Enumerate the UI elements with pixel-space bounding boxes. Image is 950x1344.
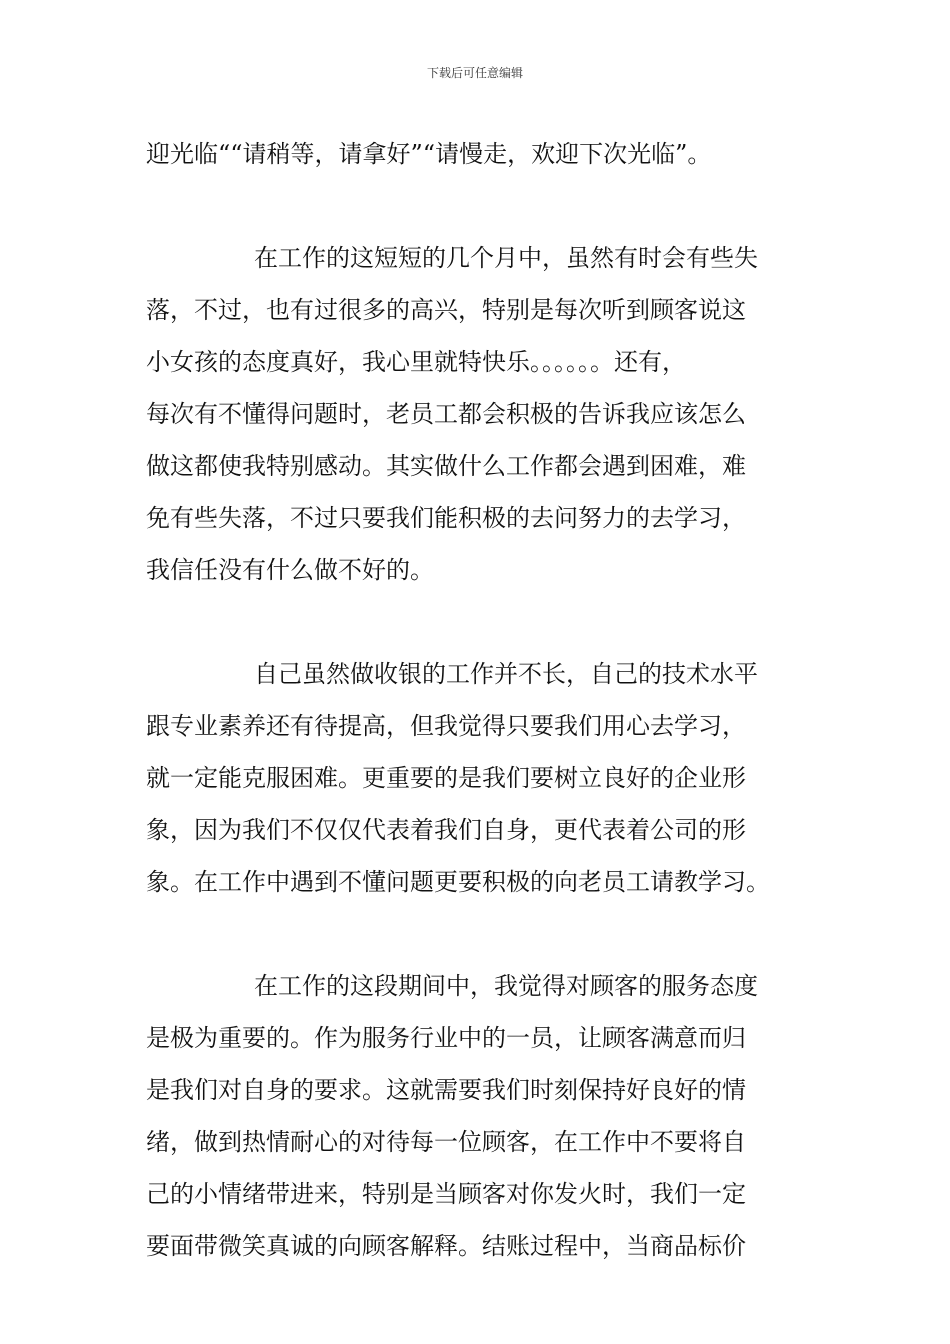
paragraph-line: 己的小情绪带进来，特别是当顾客对你发火时，我们一定: [146, 1180, 746, 1208]
document-body: [146, 128, 808, 1272]
paragraph-line: 在工作的这段期间中，我觉得对顾客的服务态度: [254, 972, 758, 1000]
paragraph-line: 是极为重要的。作为服务行业中的一员，让顾客满意而归: [146, 1024, 746, 1052]
paragraph-line: 每次有不懂得问题时，老员工都会积极的告诉我应该怎么: [146, 400, 746, 428]
paragraph-line: 象。在工作中遇到不懂问题更要积极的向老员工请教学习。: [146, 868, 770, 896]
paragraph-line: 落，不过，也有过很多的高兴，特别是每次听到顾客说这: [146, 296, 746, 324]
paragraph-4: [146, 960, 808, 1272]
paragraph-line: 免有些失落，不过只要我们能积极的去问努力的去学习，: [146, 504, 746, 532]
paragraph-gap: [146, 908, 808, 960]
paragraph-line: 小女孩的态度真好，我心里就特快乐。。。。。。还有，: [146, 348, 686, 376]
paragraph-3: [146, 648, 808, 908]
paragraph-line: 迎光临““请稍等，请拿好”“请慢走，欢迎下次光临”。: [146, 140, 712, 168]
page-header-note: 下载后可任意编辑: [426, 66, 523, 80]
paragraph-line: 自己虽然做收银的工作并不长，自己的技术水平: [254, 660, 758, 688]
paragraph-2: [146, 232, 808, 596]
paragraph-line: 要面带微笑真诚的向顾客解释。结账过程中，当商品标价: [146, 1232, 746, 1260]
paragraph-line: 就一定能克服困难。更重要的是我们要树立良好的企业形: [146, 764, 746, 792]
paragraph-line: 是我们对自身的要求。这就需要我们时刻保持好良好的情: [146, 1076, 746, 1104]
paragraph-1: [146, 128, 808, 180]
paragraph-line: 绪，做到热情耐心的对待每一位顾客，在工作中不要将自: [146, 1128, 746, 1156]
paragraph-line: 我信任没有什么做不好的。: [146, 556, 434, 584]
paragraph-line: 跟专业素养还有待提高，但我觉得只要我们用心去学习，: [146, 712, 746, 740]
paragraph-line: 在工作的这短短的几个月中，虽然有时会有些失: [254, 244, 758, 272]
paragraph-line: 做这都使我特别感动。其实做什么工作都会遇到困难，难: [146, 452, 746, 480]
paragraph-gap: [146, 596, 808, 648]
paragraph-gap: [146, 180, 808, 232]
paragraph-line: 象，因为我们不仅仅代表着我们自身，更代表着公司的形: [146, 816, 746, 844]
